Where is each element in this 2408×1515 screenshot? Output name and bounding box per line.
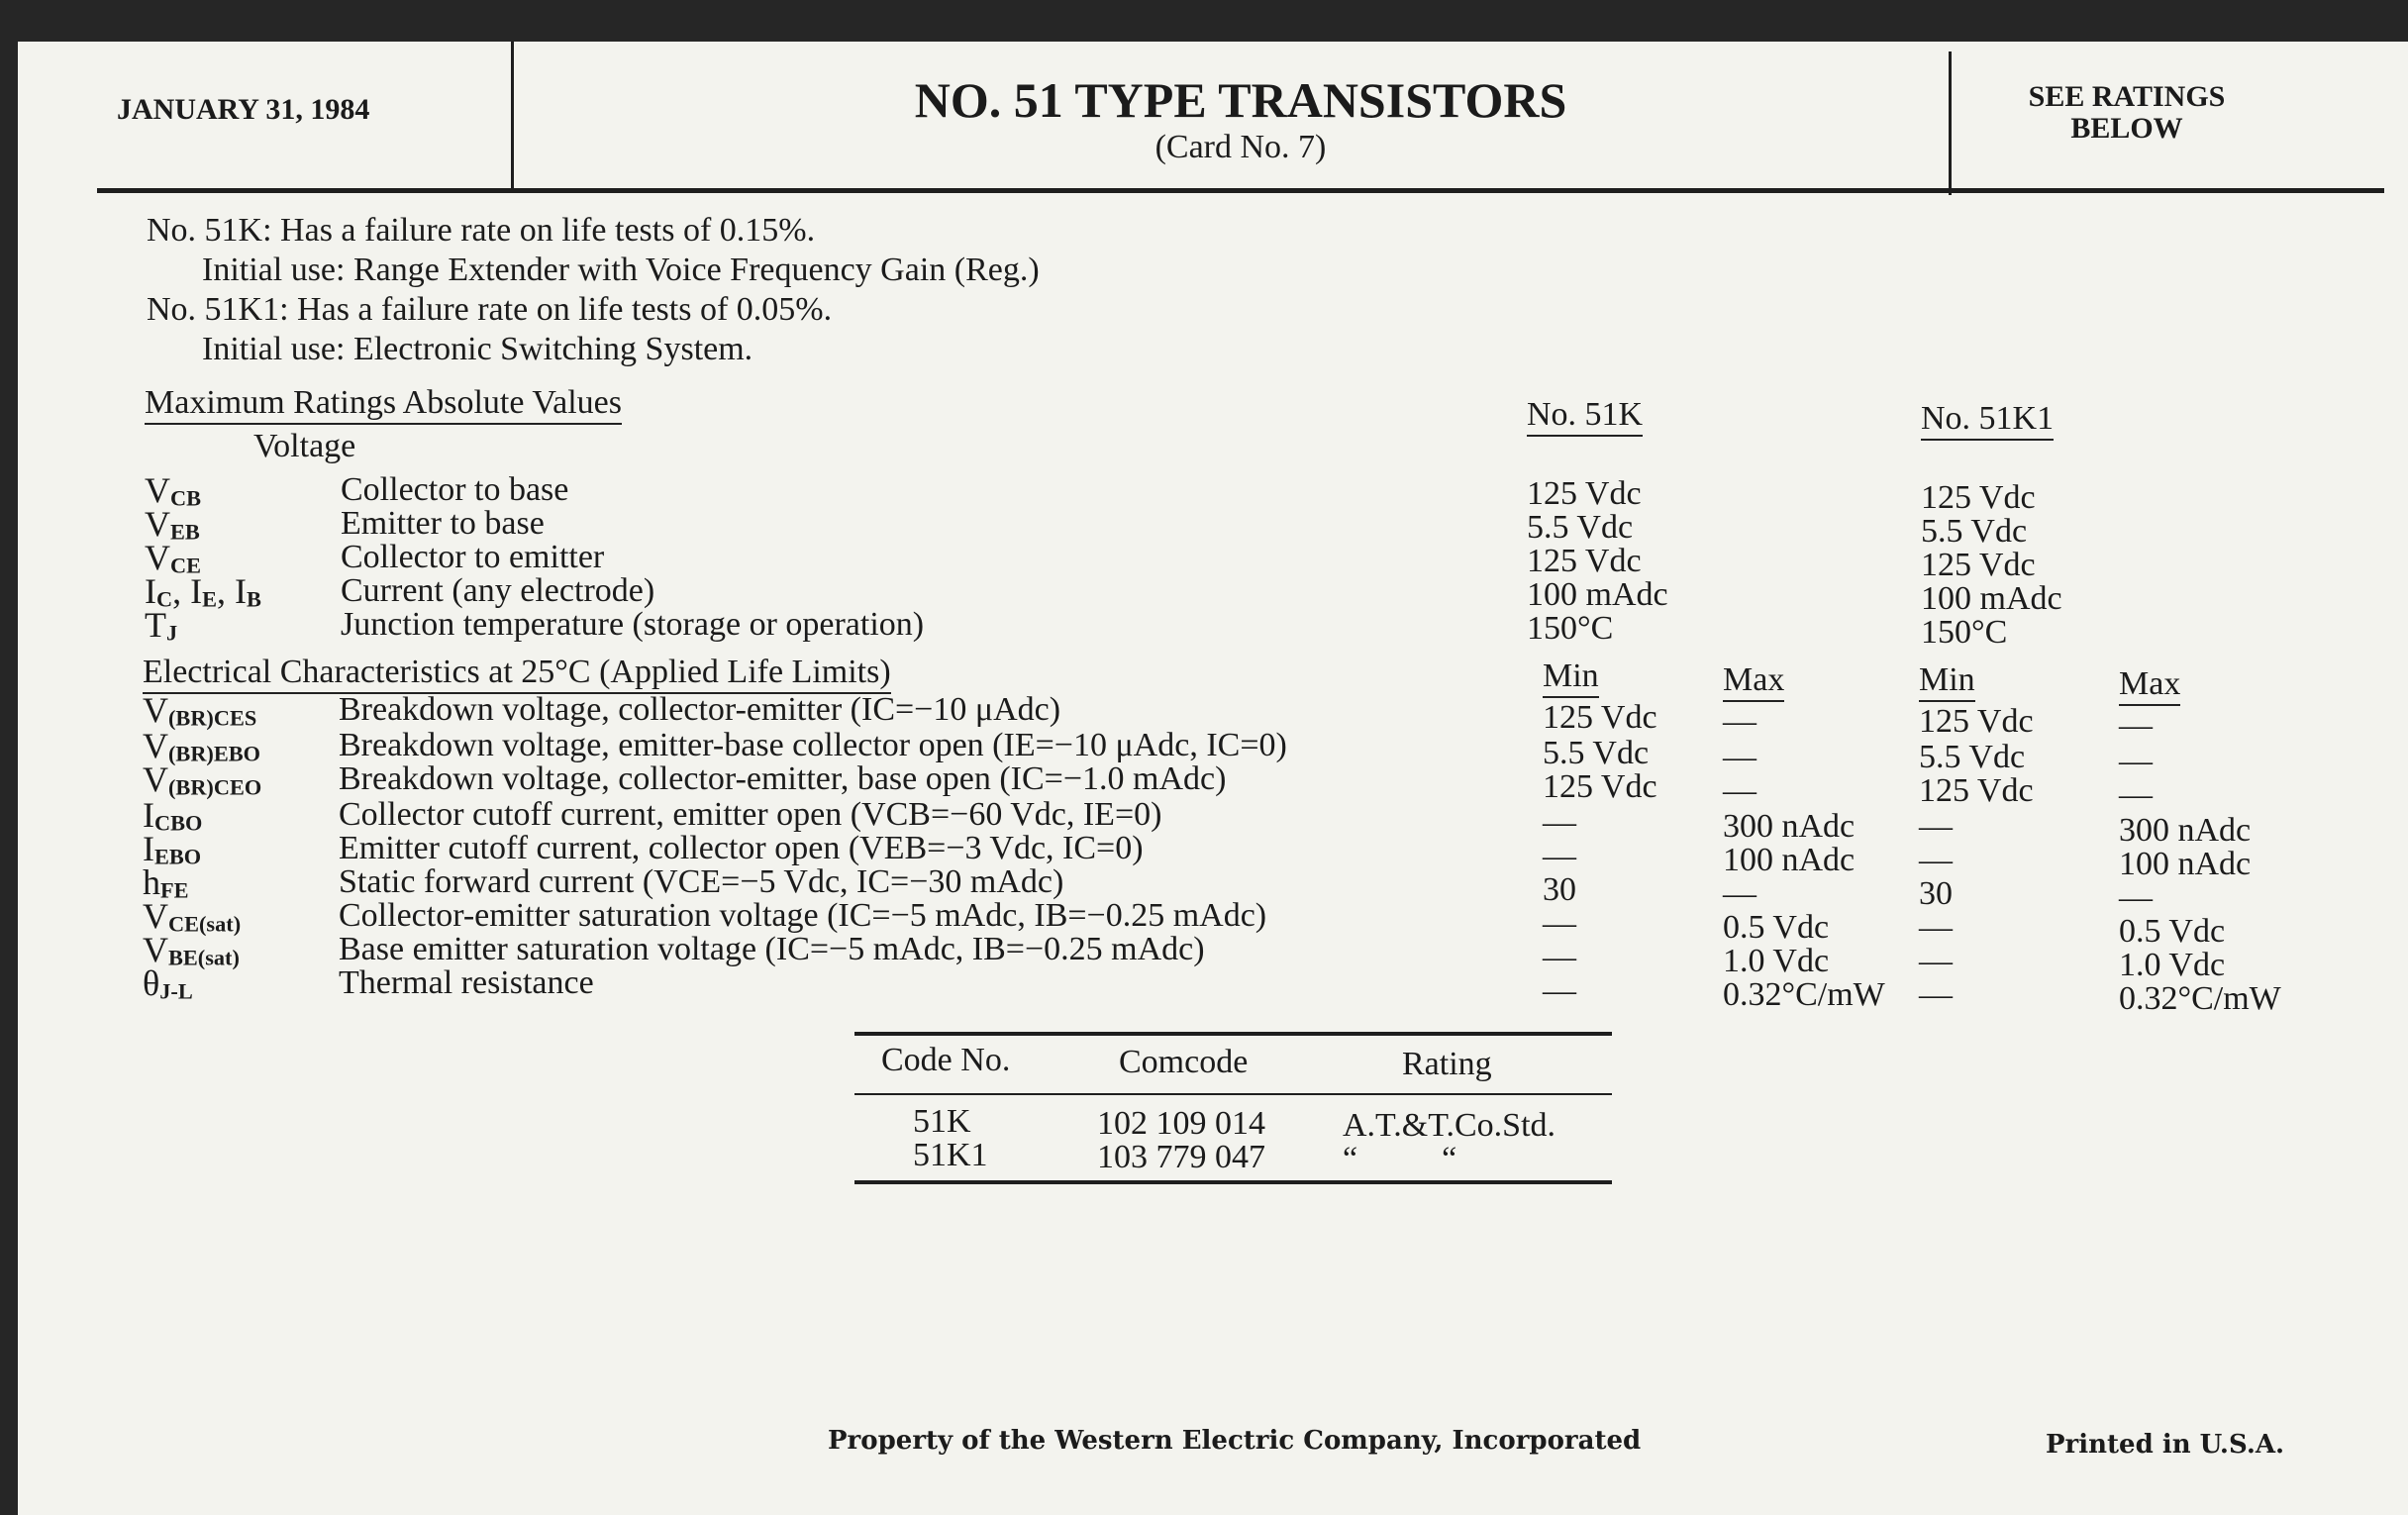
rating-cell: “ “ bbox=[1343, 1141, 1457, 1177]
card-date: JANUARY 31, 1984 bbox=[117, 93, 370, 126]
min-header-51k1 bbox=[1919, 661, 1975, 699]
symbol-subscript: CE(sat) bbox=[168, 911, 242, 937]
max-rating-symbol bbox=[145, 604, 177, 646]
electrical-51k-min: — bbox=[1543, 939, 1576, 975]
description-text: Collector cutoff current, emitter open (V bbox=[339, 796, 886, 833]
symbol-text: V bbox=[143, 930, 168, 969]
code-number-cell: 51K bbox=[913, 1103, 971, 1140]
max-rating-51k1-value: 5.5 Vdc bbox=[1921, 513, 2028, 550]
electrical-51k-max: 1.0 Vdc bbox=[1723, 943, 1830, 979]
max-rating-51k-value: 5.5 Vdc bbox=[1527, 509, 1634, 546]
max-rating-51k-value: 100 mAdc bbox=[1527, 576, 1668, 613]
electrical-51k-max: 0.32°C/mW bbox=[1723, 976, 1885, 1013]
description-text: Thermal resistance bbox=[339, 964, 594, 1001]
electrical-51k-min: 30 bbox=[1543, 871, 1576, 908]
max-header-51k bbox=[1723, 661, 1784, 699]
symbol-subscript: FE bbox=[160, 877, 189, 903]
electrical-51k1-max: — bbox=[2119, 707, 2153, 744]
electrical-description bbox=[339, 964, 594, 1002]
comcode-cell: 103 779 047 bbox=[1097, 1139, 1265, 1175]
max-ratings-heading-text: Maximum Ratings Absolute Values bbox=[145, 384, 622, 425]
voltage-subheading: Voltage bbox=[253, 428, 356, 464]
min-header-51k bbox=[1543, 657, 1599, 695]
electrical-51k-min: 5.5 Vdc bbox=[1543, 735, 1650, 771]
comcode-col-header: Comcode bbox=[1119, 1044, 1249, 1080]
electrical-51k1-min: 30 bbox=[1919, 875, 1953, 912]
see-ratings-line2: BELOW bbox=[2070, 112, 2183, 145]
description-text: Breakdown voltage, collector-emitter, base open (I bbox=[339, 760, 1022, 797]
electrical-51k-min: — bbox=[1543, 972, 1576, 1009]
symbol-text: V bbox=[145, 504, 170, 544]
min-header-51k1-text: Min bbox=[1919, 661, 1975, 702]
electrical-51k-max: 100 nAdc bbox=[1723, 842, 1856, 878]
symbol-subscript: B bbox=[247, 586, 261, 612]
symbol-subscript: CE bbox=[170, 553, 201, 578]
max-rating-51k1-value: 125 Vdc bbox=[1921, 547, 2036, 583]
ratings-card bbox=[18, 42, 2408, 1515]
electrical-description bbox=[339, 796, 1161, 834]
rating-col-header: Rating bbox=[1402, 1046, 1492, 1082]
see-ratings-note bbox=[1978, 81, 2275, 145]
max-rating-description: Collector to emitter bbox=[341, 539, 605, 575]
col-51k1-header bbox=[1921, 400, 2054, 438]
symbol-text: θ bbox=[143, 963, 160, 1003]
symbol-subscript: BE(sat) bbox=[168, 945, 240, 970]
electrical-51k-min: 125 Vdc bbox=[1543, 768, 1657, 805]
card-subtitle: (Card No. 7) bbox=[1154, 129, 1327, 165]
max-rating-51k-value: 125 Vdc bbox=[1527, 543, 1642, 579]
electrical-51k1-min: 5.5 Vdc bbox=[1919, 739, 2026, 775]
col-51k-header bbox=[1527, 396, 1643, 434]
electrical-symbol bbox=[143, 962, 193, 1004]
symbol-subscript: (BR)CES bbox=[168, 705, 257, 731]
property-notice: Property of the Western Electric Company, Incorporated bbox=[828, 1426, 1642, 1456]
symbol-text: , I bbox=[172, 571, 203, 611]
description-condition: E=−10 μAdc, IC=0) bbox=[1014, 727, 1287, 763]
max-rating-51k1-value: 100 mAdc bbox=[1921, 580, 2062, 617]
intro-51k1-use: Initial use: Electronic Switching System. bbox=[202, 331, 753, 367]
description-condition: EB=−3 Vdc, IC=0) bbox=[883, 830, 1144, 866]
header-divider-right bbox=[1949, 51, 1952, 195]
electrical-51k-min: — bbox=[1543, 838, 1576, 874]
description-condition: CE=−5 Vdc, IC=−30 mAdc) bbox=[677, 863, 1064, 900]
electrical-51k-max: — bbox=[1723, 772, 1756, 809]
intro-51k-use: Initial use: Range Extender with Voice Frequency Gain (Reg.) bbox=[202, 252, 1040, 288]
electrical-51k1-max: 300 nAdc bbox=[2119, 812, 2252, 849]
symbol-text: V bbox=[145, 538, 170, 577]
code-col-header: Code No. bbox=[881, 1042, 1011, 1078]
description-text: Breakdown voltage, collector-emitter (I bbox=[339, 691, 873, 728]
electrical-51k1-max: — bbox=[2119, 743, 2153, 779]
symbol-text: V bbox=[143, 726, 168, 765]
electrical-51k1-min: — bbox=[1919, 943, 1953, 979]
electrical-description bbox=[339, 897, 1266, 935]
electrical-51k1-min: — bbox=[1919, 808, 1953, 845]
description-text: Collector-emitter saturation voltage (I bbox=[339, 897, 850, 934]
symbol-subscript: CBO bbox=[154, 810, 203, 836]
max-rating-description: Junction temperature (storage or operation) bbox=[341, 606, 925, 643]
max-header-51k1-text: Max bbox=[2119, 665, 2180, 706]
header-rule bbox=[97, 188, 2384, 193]
elec-char-heading bbox=[143, 654, 891, 691]
description-condition: CB=−60 Vdc, IE=0) bbox=[885, 796, 1162, 833]
code-number-cell: 51K1 bbox=[913, 1137, 988, 1173]
description-text: Emitter cutoff current, collector open (V bbox=[339, 830, 884, 866]
electrical-51k1-max: 1.0 Vdc bbox=[2119, 947, 2226, 983]
description-condition: C=−10 μAdc) bbox=[872, 691, 1061, 728]
electrical-51k-min: — bbox=[1543, 905, 1576, 942]
electrical-51k-max: — bbox=[1723, 739, 1756, 775]
symbol-subscript: EBO bbox=[154, 844, 202, 869]
symbol-text: V bbox=[143, 690, 168, 730]
max-rating-51k-value: 150°C bbox=[1527, 610, 1614, 647]
electrical-description bbox=[339, 830, 1144, 867]
symbol-subscript: E bbox=[202, 586, 218, 612]
electrical-description bbox=[339, 931, 1205, 968]
symbol-subscript: CB bbox=[170, 485, 201, 511]
electrical-51k1-min: — bbox=[1919, 909, 1953, 946]
code-table-mid-rule bbox=[854, 1093, 1612, 1095]
rating-cell: A.T.&T.Co.Std. bbox=[1343, 1107, 1556, 1144]
electrical-51k1-min: 125 Vdc bbox=[1919, 703, 2034, 740]
symbol-subscript: EB bbox=[170, 519, 200, 545]
col-51k1-header-text: No. 51K1 bbox=[1921, 400, 2054, 441]
electrical-51k1-max: 0.32°C/mW bbox=[2119, 980, 2281, 1017]
electrical-description bbox=[339, 760, 1226, 798]
symbol-subscript: (BR)CEO bbox=[168, 774, 262, 800]
description-text: Base emitter saturation voltage (I bbox=[339, 931, 788, 967]
electrical-51k-max: — bbox=[1723, 875, 1756, 912]
electrical-51k1-max: — bbox=[2119, 776, 2153, 813]
electrical-51k1-max: 100 nAdc bbox=[2119, 846, 2252, 882]
elec-char-heading-text: Electrical Characteristics at 25°C (Applied Life Limits) bbox=[143, 654, 891, 694]
description-text: Static forward current (V bbox=[339, 863, 678, 900]
min-header-51k-text: Min bbox=[1543, 657, 1599, 698]
symbol-text: V bbox=[143, 759, 168, 799]
code-table-top-rule bbox=[854, 1032, 1612, 1036]
symbol-text: h bbox=[143, 862, 160, 902]
electrical-51k1-min: 125 Vdc bbox=[1919, 772, 2034, 809]
description-condition: C=−5 mAdc, IB=−0.25 mAdc) bbox=[787, 931, 1205, 967]
max-rating-description: Emitter to base bbox=[341, 505, 545, 542]
max-rating-description: Collector to base bbox=[341, 471, 569, 508]
electrical-51k1-min: — bbox=[1919, 976, 1953, 1013]
symbol-text: I bbox=[143, 795, 154, 835]
max-rating-51k1-value: 125 Vdc bbox=[1921, 479, 2036, 516]
symbol-text: I bbox=[145, 571, 156, 611]
electrical-51k-max: — bbox=[1723, 703, 1756, 740]
electrical-51k-max: 0.5 Vdc bbox=[1723, 909, 1830, 946]
max-rating-51k1-value: 150°C bbox=[1921, 614, 2008, 651]
intro-51k1: No. 51K1: Has a failure rate on life tests of 0.05%. bbox=[147, 291, 833, 328]
electrical-51k-max: 300 nAdc bbox=[1723, 808, 1856, 845]
code-table-bottom-rule bbox=[854, 1180, 1612, 1184]
symbol-text: V bbox=[145, 470, 170, 510]
see-ratings-line1: SEE RATINGS bbox=[2028, 80, 2226, 113]
symbol-subscript: J bbox=[166, 620, 178, 646]
electrical-51k1-max: — bbox=[2119, 879, 2153, 916]
electrical-description bbox=[339, 727, 1287, 764]
symbol-text: I bbox=[143, 829, 154, 868]
description-text: Breakdown voltage, emitter-base collector open (I bbox=[339, 727, 1015, 763]
symbol-subscript: C bbox=[156, 586, 173, 612]
symbol-text: T bbox=[145, 605, 166, 645]
printed-in-notice: Printed in U.S.A. bbox=[2046, 1430, 2285, 1460]
max-header-51k-text: Max bbox=[1723, 661, 1784, 702]
symbol-text: V bbox=[143, 896, 168, 936]
description-condition: C=−1.0 mAdc) bbox=[1021, 760, 1227, 797]
card-title: NO. 51 TYPE TRANSISTORS bbox=[914, 72, 1567, 128]
electrical-51k-min: — bbox=[1543, 804, 1576, 841]
max-ratings-heading bbox=[145, 384, 622, 422]
symbol-subscript: J-L bbox=[159, 978, 193, 1004]
description-condition: C=−5 mAdc, IB=−0.25 mAdc) bbox=[849, 897, 1267, 934]
max-rating-description: Current (any electrode) bbox=[341, 572, 655, 609]
symbol-text: , I bbox=[217, 571, 248, 611]
max-header-51k1 bbox=[2119, 665, 2180, 703]
col-51k-header-text: No. 51K bbox=[1527, 396, 1643, 437]
intro-51k: No. 51K: Has a failure rate on life tests of 0.15%. bbox=[147, 212, 816, 249]
symbol-subscript: (BR)EBO bbox=[168, 741, 260, 766]
max-rating-51k-value: 125 Vdc bbox=[1527, 475, 1642, 512]
electrical-51k1-max: 0.5 Vdc bbox=[2119, 913, 2226, 950]
electrical-51k-min: 125 Vdc bbox=[1543, 699, 1657, 736]
electrical-51k1-min: — bbox=[1919, 842, 1953, 878]
electrical-description bbox=[339, 691, 1060, 729]
electrical-description bbox=[339, 863, 1063, 901]
comcode-cell: 102 109 014 bbox=[1097, 1105, 1265, 1142]
